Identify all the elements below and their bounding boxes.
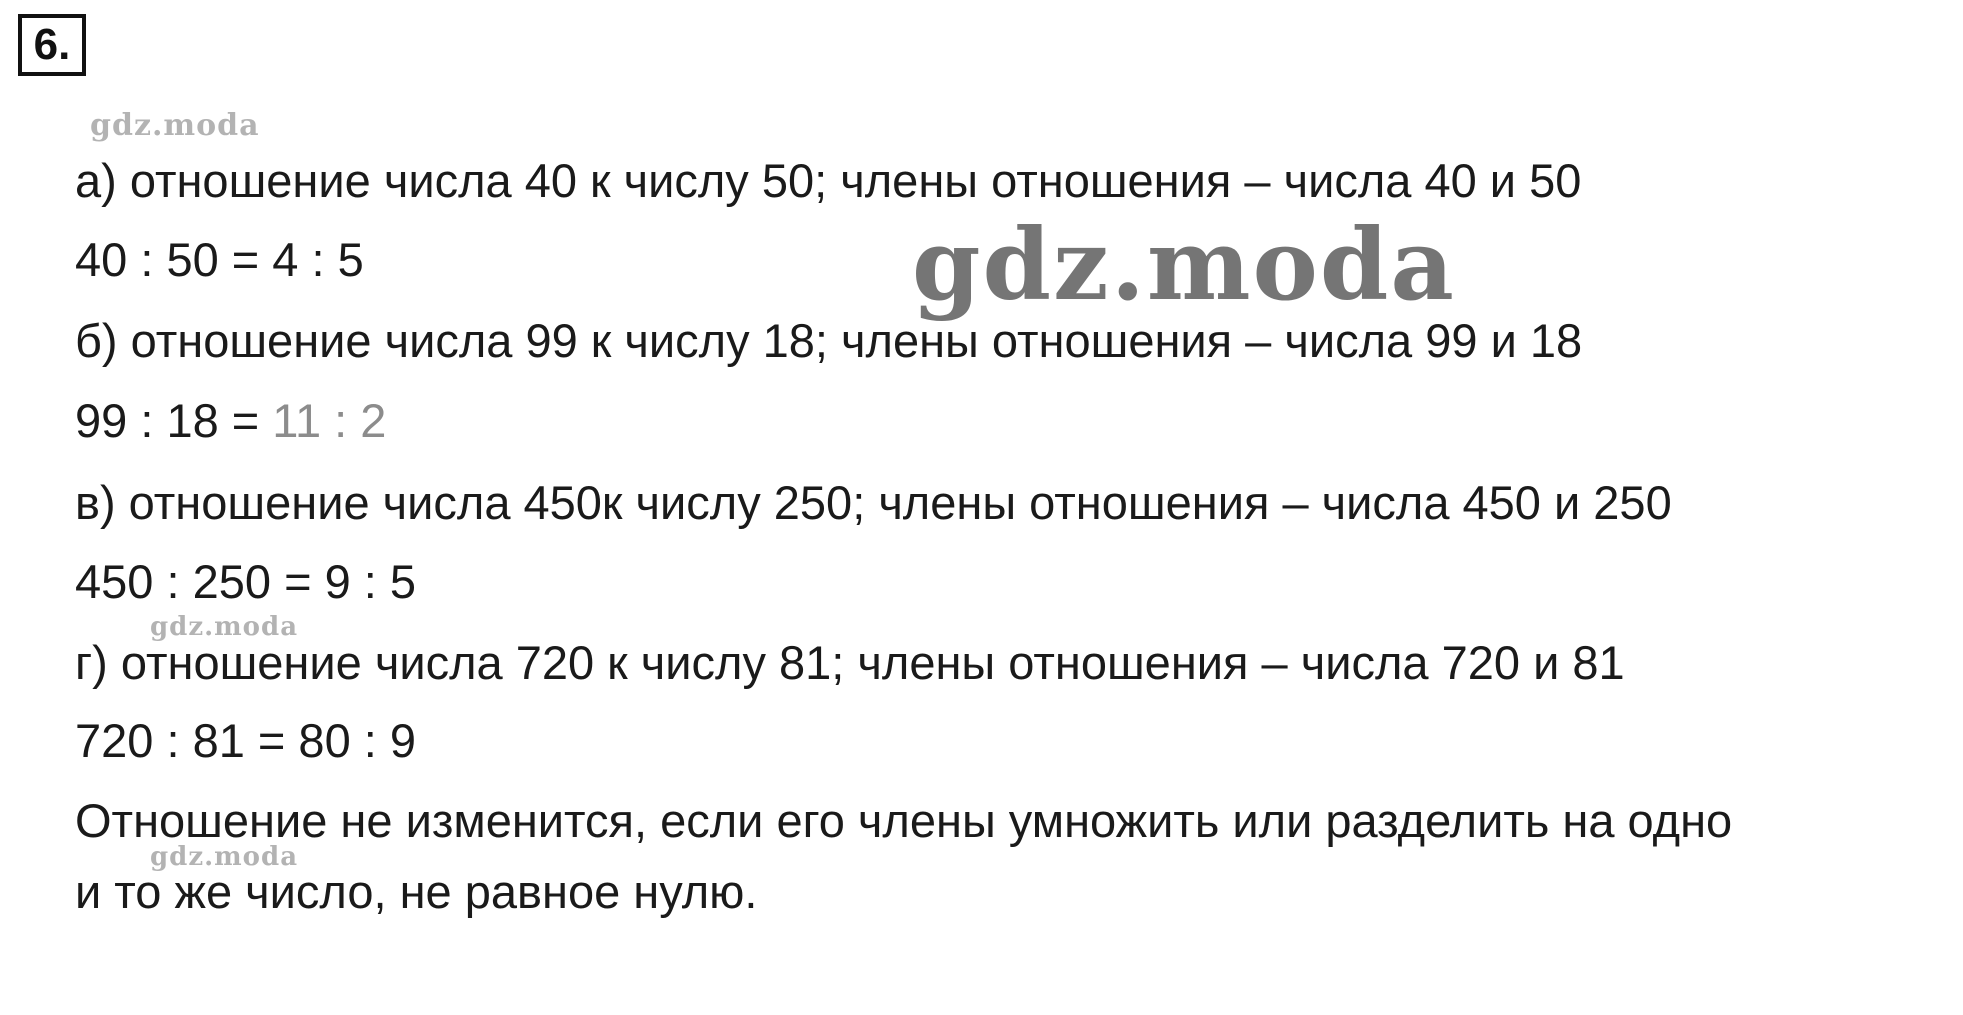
line-g-text: г) отношение числа 720 к числу 81; члены отношения – числа 720 и 81	[75, 636, 1625, 689]
line-b-equation	[75, 393, 386, 449]
line-b-equation-right: 11 : 2	[272, 394, 387, 447]
line-b-equation-left: 99 : 18 =	[75, 394, 273, 447]
line-v-text: в) отношение числа 450к числу 250; члены отношения – числа 450 и 250	[75, 476, 1672, 529]
watermark-middle: gdz.moda	[150, 612, 299, 642]
rule-line-1: Отношение не изменится, если его члены умножить или разделить на одно	[75, 794, 1733, 847]
line-g-equation: 720 : 81 = 80 : 9	[75, 714, 417, 767]
task-number-box: 6.	[18, 14, 86, 76]
watermark-bottom: gdz.moda	[150, 842, 299, 872]
watermark-top: gdz.moda	[90, 108, 260, 143]
line-a-equation: 40 : 50 = 4 : 5	[75, 233, 364, 286]
line-v-equation: 450 : 250 = 9 : 5	[75, 555, 417, 608]
watermark-large: gdz.moda	[912, 208, 1456, 323]
rule-line-2: и то же число, не равное нулю.	[75, 865, 758, 918]
line-a-text: а) отношение числа 40 к числу 50; члены отношения – числа 40 и 50	[75, 154, 1582, 207]
line-b-text: б) отношение числа 99 к числу 18; члены отношения – числа 99 и 18	[75, 314, 1583, 367]
